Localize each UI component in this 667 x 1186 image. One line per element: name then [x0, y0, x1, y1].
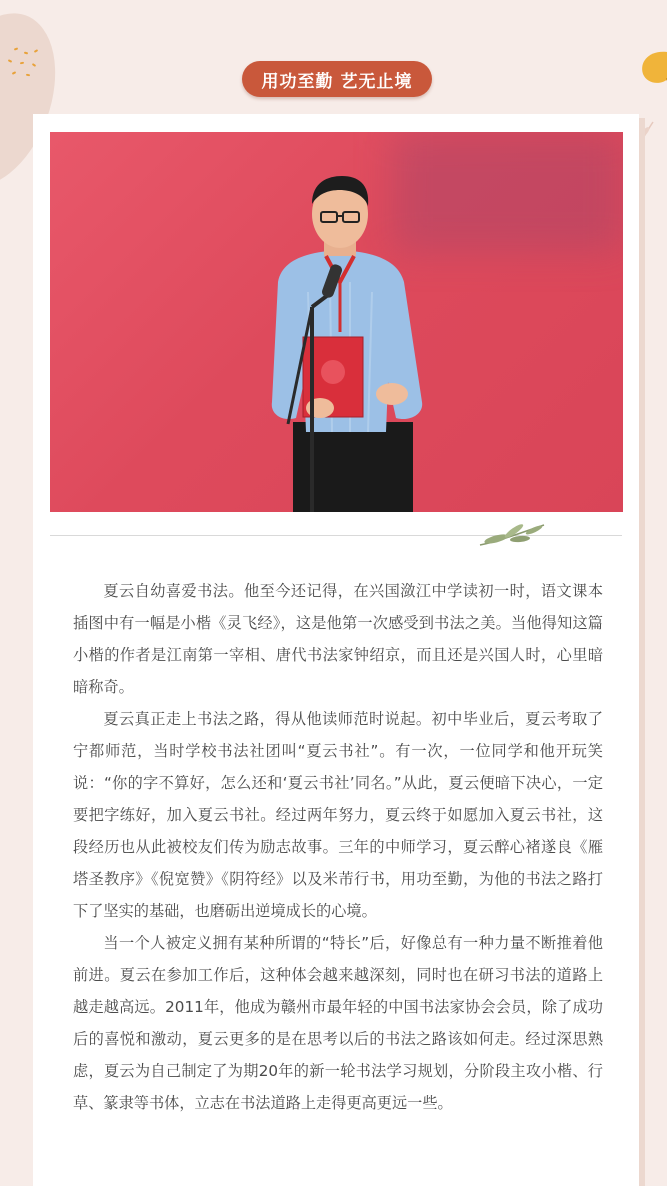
speaker-photo [50, 132, 623, 512]
article-paragraph: 夏云自幼喜爱书法。他至今还记得，在兴国潋江中学读初一时，语文课本插图中有一幅是小楷《灵飞经》，这是他第一次感受到书法之美。当他得知这篇小楷的作者是江南第一宰相、唐代书法家钟绍京，而且还是兴国人时，心里暗暗称奇。 [73, 582, 603, 696]
section-title: 用功至勤 艺无止境 [242, 61, 432, 97]
article-body [73, 575, 603, 1119]
leaf-sprig-icon [476, 521, 548, 549]
article-paragraph: 夏云真正走上书法之路，得从他读师范时说起。初中毕业后，夏云考取了宁都师范，当时学校书法社团叫“夏云书社”。有一次，一位同学和他开玩笑说：“你的字不算好，怎么还和‘夏云书社’同名。”从此，夏云便暗下决心，一定要把字练好，加入夏云书社。经过两年努力，夏云终于如愿加入夏云书社，这段经历也从此被校友们传为励志故事。三年的中师学习，夏云醉心褚遂良《雁塔圣教序》《倪宽赞》《阴符经》以及米芾行书，用功至勤，为他的书法之路打下了坚实的基础，也磨砺出逆境成长的心境。 [73, 710, 603, 920]
card-shadow-edge [639, 118, 645, 1186]
speaker-figure [50, 132, 623, 512]
ginkgo-leaf-icon [637, 48, 667, 92]
article-paragraph: 当一个人被定义拥有某种所谓的“特长”后，好像总有一种力量不断推着他前进。夏云在参加工作后，这种体会越来越深刻，同时也在研习书法的道路上越走越高远。2011年，他成为赣州市最年轻的中国书法家协会会员，除了成功后的喜悦和激动，夏云更多的是在思考以后的书法之路该如何走。经过深思熟虑，夏云为自己制定了为期20年的新一轮书法学习规划，分阶段主攻小楷、行草、篆隶等书体，立志在书法道路上走得更高更远一些。 [73, 934, 603, 1112]
dots-decor-icon [4, 44, 46, 80]
